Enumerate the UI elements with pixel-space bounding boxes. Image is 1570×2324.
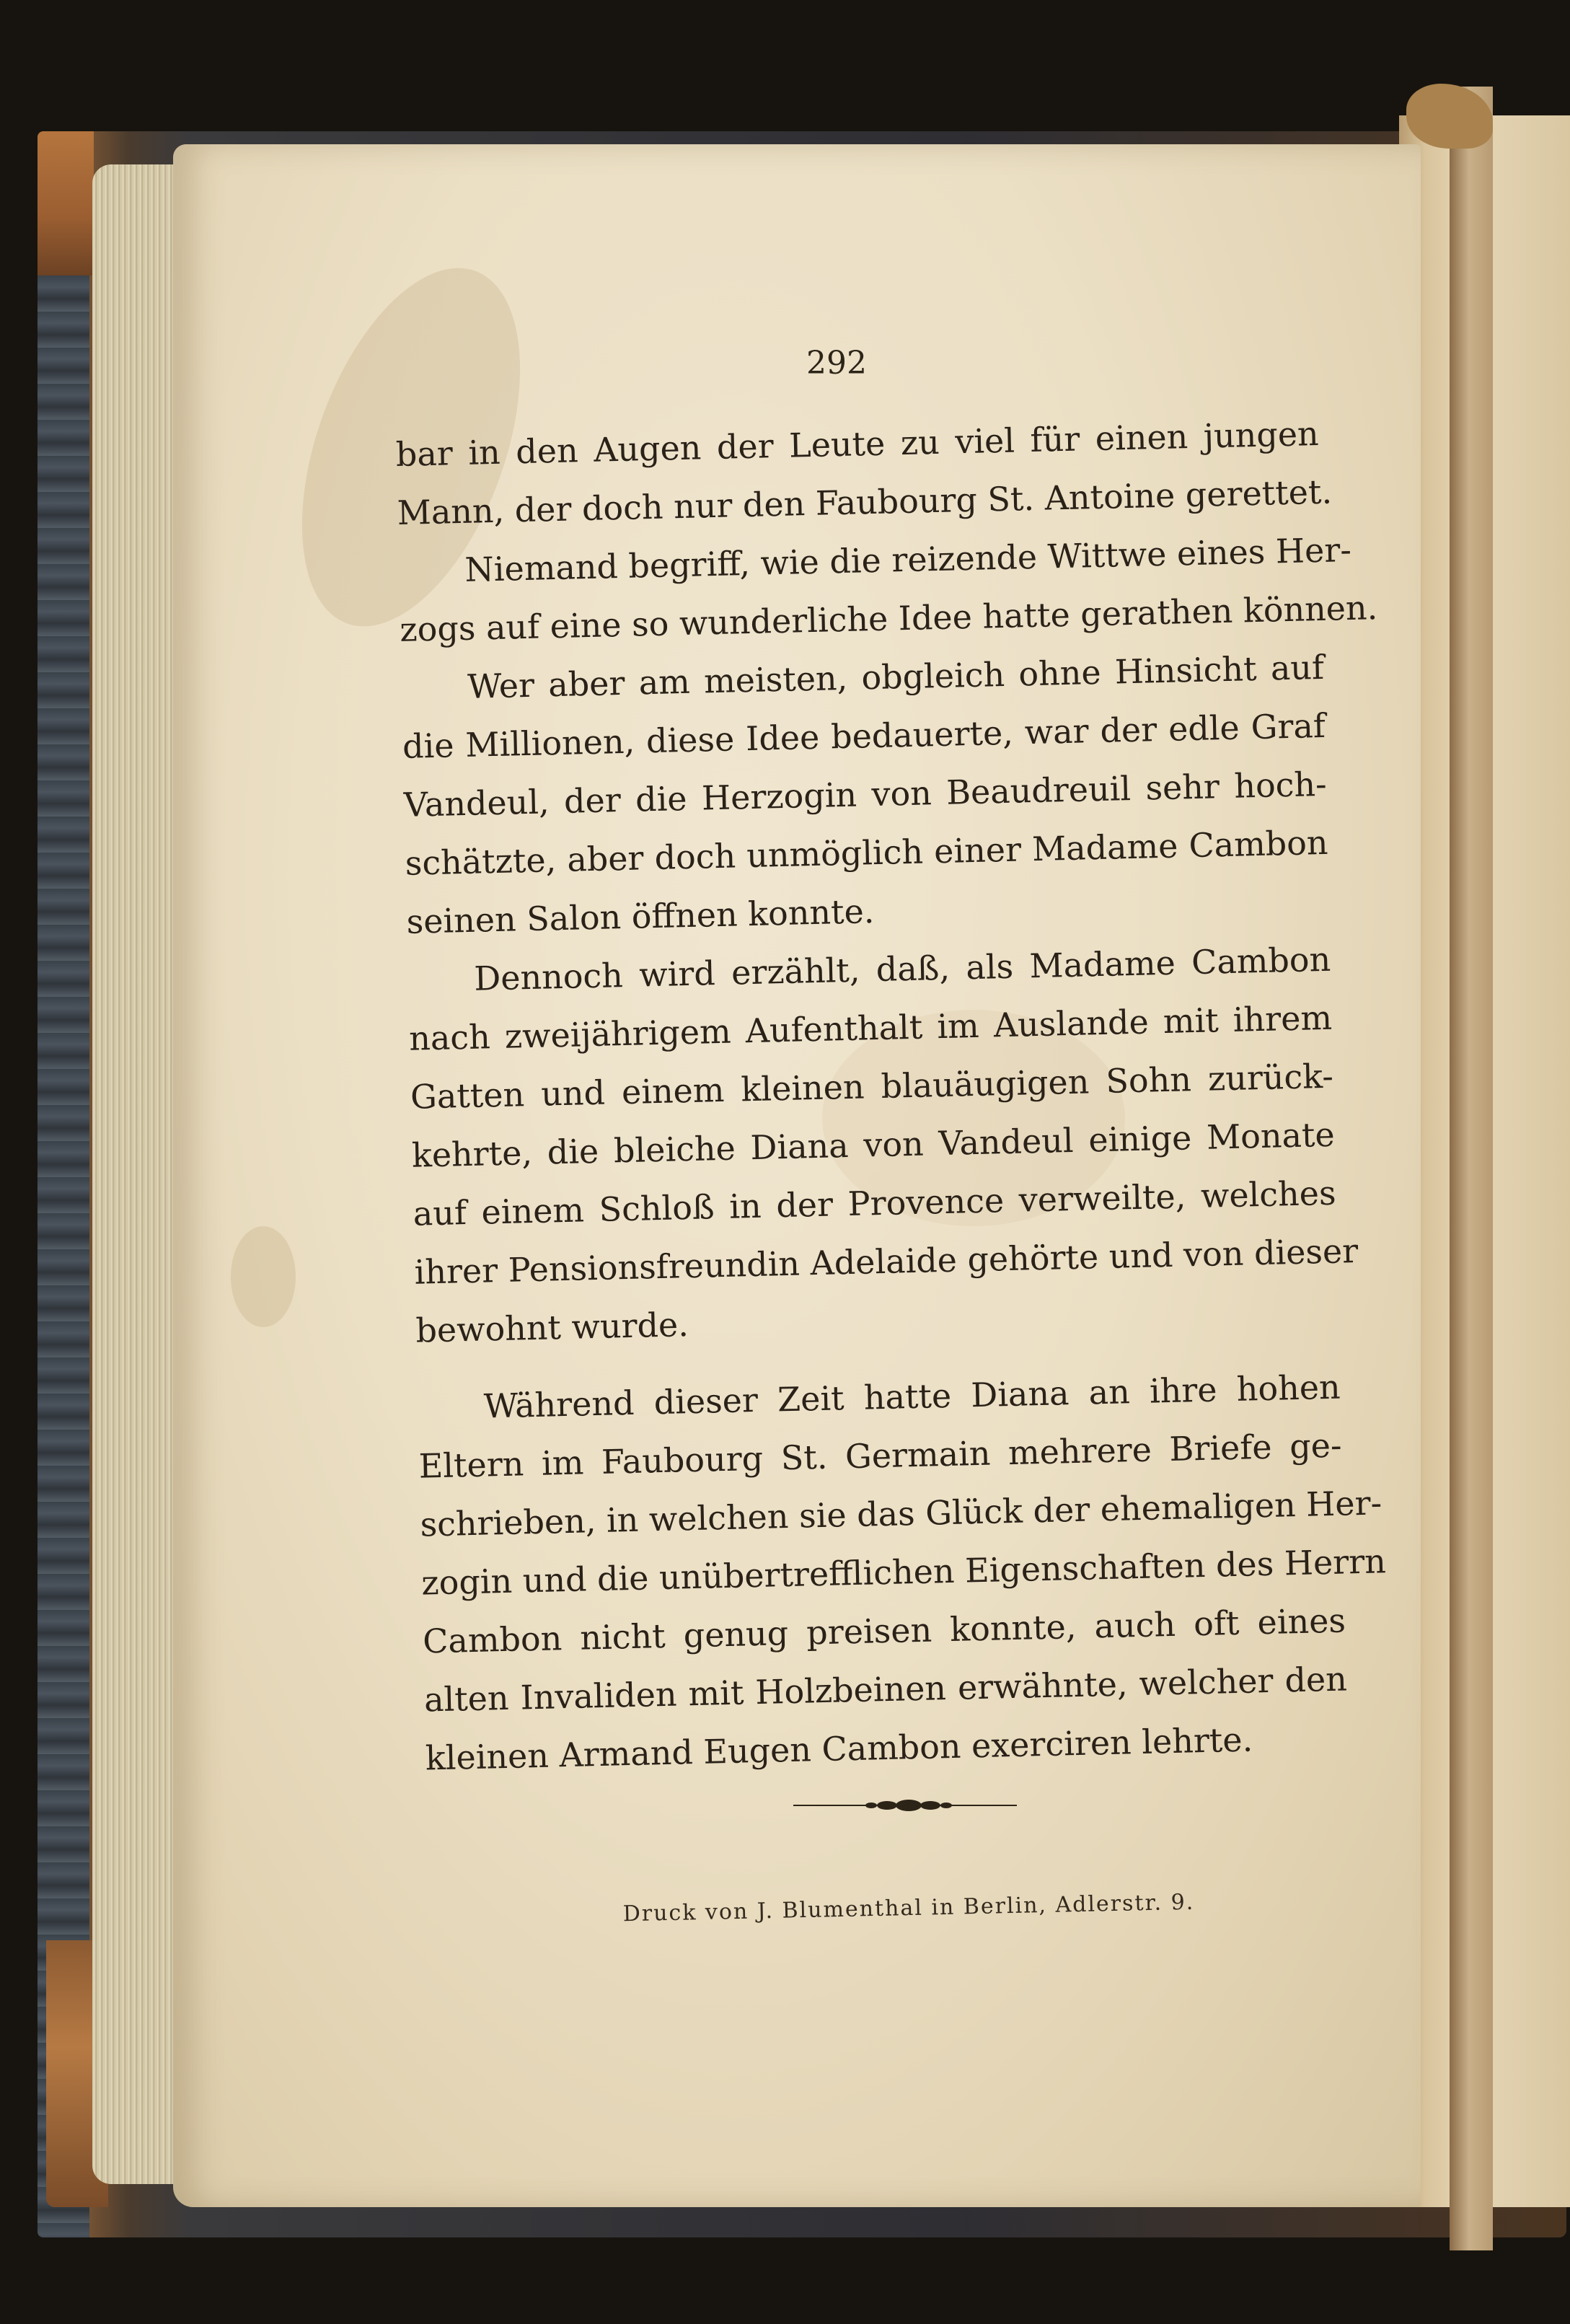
- text-line: Vandeul, der die Herzogin von Beaudreuil sehr hoch-: [403, 764, 1328, 824]
- text-line: alten Invaliden mit Holzbeinen erwähnte, welcher den: [423, 1659, 1348, 1720]
- text-line: Mann, der doch nur den Faubourg St. Antoine gerettet.: [397, 472, 1333, 532]
- text-line: Während dieser Zeit hatte Diana an ihre hohen: [483, 1367, 1341, 1426]
- body-text: [395, 405, 1387, 1788]
- text-line: Wer aber am meisten, obgleich ohne Hinsicht auf: [467, 647, 1325, 706]
- page-stain: [231, 1226, 296, 1327]
- text-line: zogin und die unübertrefflichen Eigenschaften des Herrn: [420, 1541, 1387, 1603]
- text-line: bewohnt wurde.: [415, 1305, 689, 1350]
- text-line: nach zweijährigem Aufenthalt im Auslande mit ihrem: [408, 998, 1333, 1058]
- text-line: Eltern im Faubourg St. Germain mehrere Briefe ge-: [418, 1425, 1343, 1486]
- text-line: schrieben, in welchen sie das Glück der ehemaligen Her-: [419, 1483, 1382, 1544]
- text-line: kleinen Armand Eugen Cambon exerciren lehrte.: [425, 1720, 1253, 1778]
- text-line: ihrer Pensionsfreundin Adelaide gehörte und von dieser: [414, 1231, 1359, 1292]
- text-line: bar in den Augen der Leute zu viel für einen jungen: [395, 413, 1320, 474]
- text-line: zogs auf eine so wunderliche Idee hatte gerathen können.: [399, 588, 1378, 649]
- text-line: seinen Salon öffnen konnte.: [405, 892, 875, 941]
- book-gutter: [1450, 87, 1493, 2250]
- text-line: die Millionen, diese Idee bedauerte, war der edle Graf: [402, 705, 1326, 766]
- page-number: 292: [806, 345, 867, 382]
- text-line: schätzte, aber doch unmöglich einer Madame Cambon: [405, 822, 1329, 883]
- text-line: Cambon nicht genug preisen konnte, auch oft eines: [422, 1601, 1346, 1661]
- text-line: kehrte, die bleiche Diana von Vandeul einige Monate: [411, 1114, 1336, 1175]
- marbled-cover-edge: [38, 131, 89, 2237]
- printer-imprint: Druck von J. Blumenthal in Berlin, Adlerstr. 9.: [622, 1889, 1195, 1927]
- text-line: Niemand begriff, wie die reizende Wittwe eines Her-: [464, 529, 1352, 589]
- separator-ornament: [793, 1795, 1017, 1816]
- leather-corner-top: [38, 131, 94, 276]
- text-line: Dennoch wird erzählt, daß, als Madame Cambon: [473, 939, 1331, 998]
- text-line: Gatten und einem kleinen blauäugigen Sohn zurück-: [410, 1056, 1334, 1117]
- text-line: auf einem Schloß in der Provence verweilte, welches: [413, 1173, 1337, 1233]
